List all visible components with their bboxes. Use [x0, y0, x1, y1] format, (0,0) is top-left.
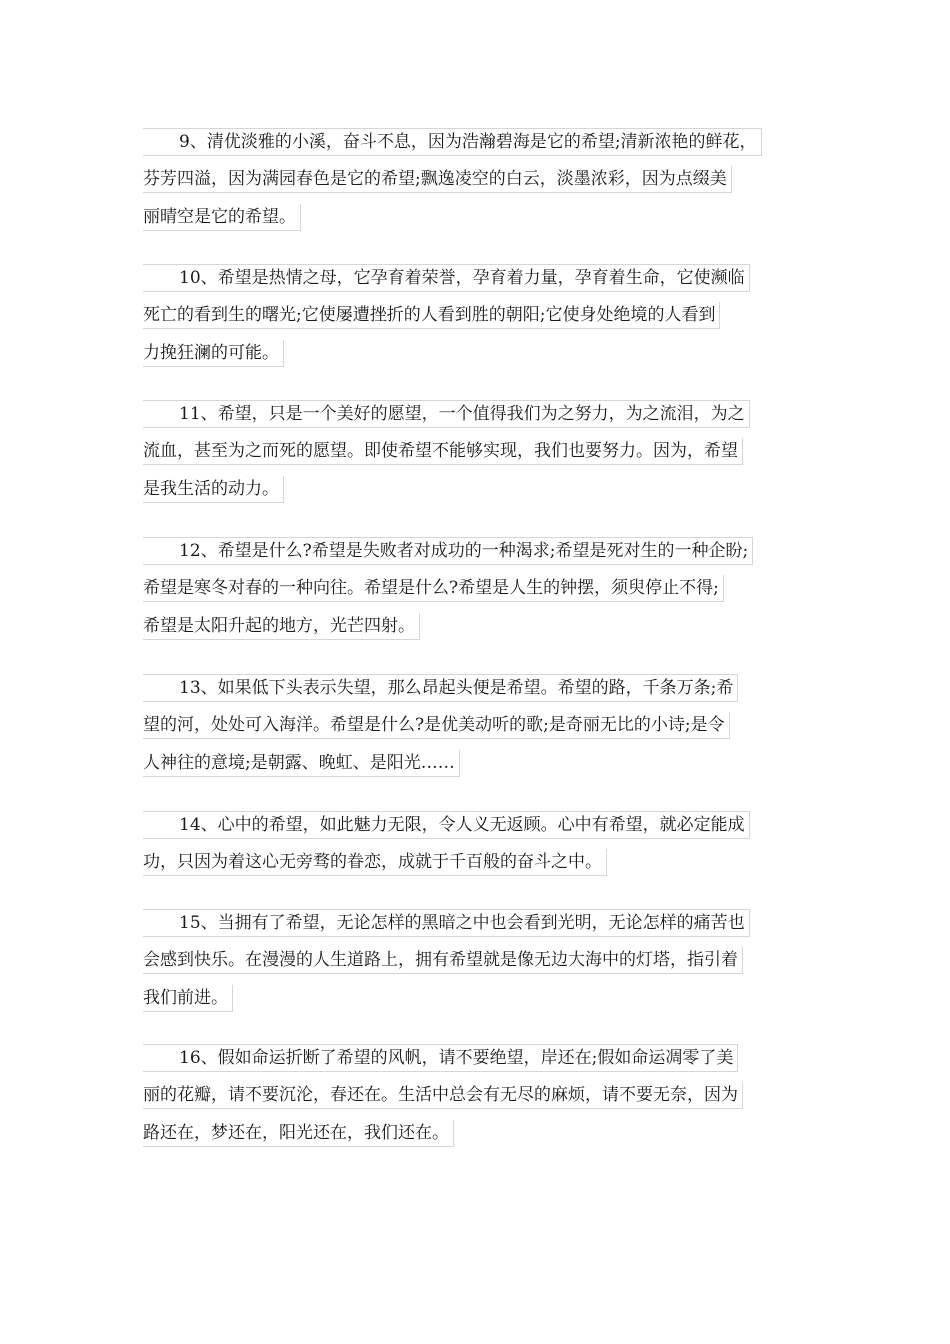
paragraph-line: 9、清优淡雅的小溪，奋斗不息，因为浩瀚碧海是它的希望;清新浓艳的鲜花，	[143, 122, 823, 160]
paragraph-15	[143, 903, 823, 1017]
paragraph-16	[143, 1038, 823, 1152]
paragraph-line: 希望是寒冬对春的一种向往。希望是什么?希望是人生的钟摆，须臾停止不得;	[143, 569, 823, 607]
paragraph-line: 芬芳四溢，因为满园春色是它的希望;飘逸凌空的白云，淡墨浓彩，因为点缀美	[143, 160, 823, 198]
paragraph-13	[143, 668, 823, 782]
paragraph-line: 死亡的看到生的曙光;它使屡遭挫折的人看到胜的朝阳;它使身处绝境的人看到	[143, 296, 823, 334]
paragraph-14	[143, 805, 823, 881]
paragraph-11	[143, 394, 823, 508]
paragraph-line: 是我生活的动力。	[143, 470, 823, 508]
paragraph-line: 流血，甚至为之而死的愿望。即使希望不能够实现，我们也要努力。因为，希望	[143, 432, 823, 470]
paragraph-line: 16、假如命运折断了希望的风帆，请不要绝望，岸还在;假如命运凋零了美	[143, 1038, 823, 1076]
paragraph-line: 功，只因为着这心无旁骛的眷恋，成就于千百般的奋斗之中。	[143, 843, 823, 881]
paragraph-line: 13、如果低下头表示失望，那么昂起头便是希望。希望的路，千条万条;希	[143, 668, 823, 706]
paragraph-line: 希望是太阳升起的地方，光芒四射。	[143, 607, 823, 645]
paragraph-line: 丽晴空是它的希望。	[143, 198, 823, 236]
paragraph-line: 14、心中的希望，如此魅力无限，令人义无返顾。心中有希望，就必定能成	[143, 805, 823, 843]
paragraph-10	[143, 258, 823, 372]
paragraph-line: 10、希望是热情之母，它孕育着荣誉，孕育着力量，孕育着生命，它使濒临	[143, 258, 823, 296]
paragraph-line: 12、希望是什么?希望是失败者对成功的一种渴求;希望是死对生的一种企盼;	[143, 531, 823, 569]
paragraph-line: 路还在，梦还在，阳光还在，我们还在。	[143, 1114, 823, 1152]
paragraph-12	[143, 531, 823, 645]
paragraph-line: 望的河，处处可入海洋。希望是什么?是优美动听的歌;是奇丽无比的小诗;是令	[143, 706, 823, 744]
paragraph-line: 我们前进。	[143, 979, 823, 1017]
paragraph-line: 15、当拥有了希望，无论怎样的黑暗之中也会看到光明，无论怎样的痛苦也	[143, 903, 823, 941]
paragraph-line: 人神往的意境;是朝露、晚虹、是阳光……	[143, 744, 823, 782]
paragraph-line: 力挽狂澜的可能。	[143, 334, 823, 372]
paragraph-9	[143, 122, 823, 236]
paragraph-line: 会感到快乐。在漫漫的人生道路上，拥有希望就是像无边大海中的灯塔，指引着	[143, 941, 823, 979]
paragraph-line: 丽的花瓣，请不要沉沦，春还在。生活中总会有无尽的麻烦，请不要无奈，因为	[143, 1076, 823, 1114]
paragraph-line: 11、希望，只是一个美好的愿望，一个值得我们为之努力，为之流泪，为之	[143, 394, 823, 432]
